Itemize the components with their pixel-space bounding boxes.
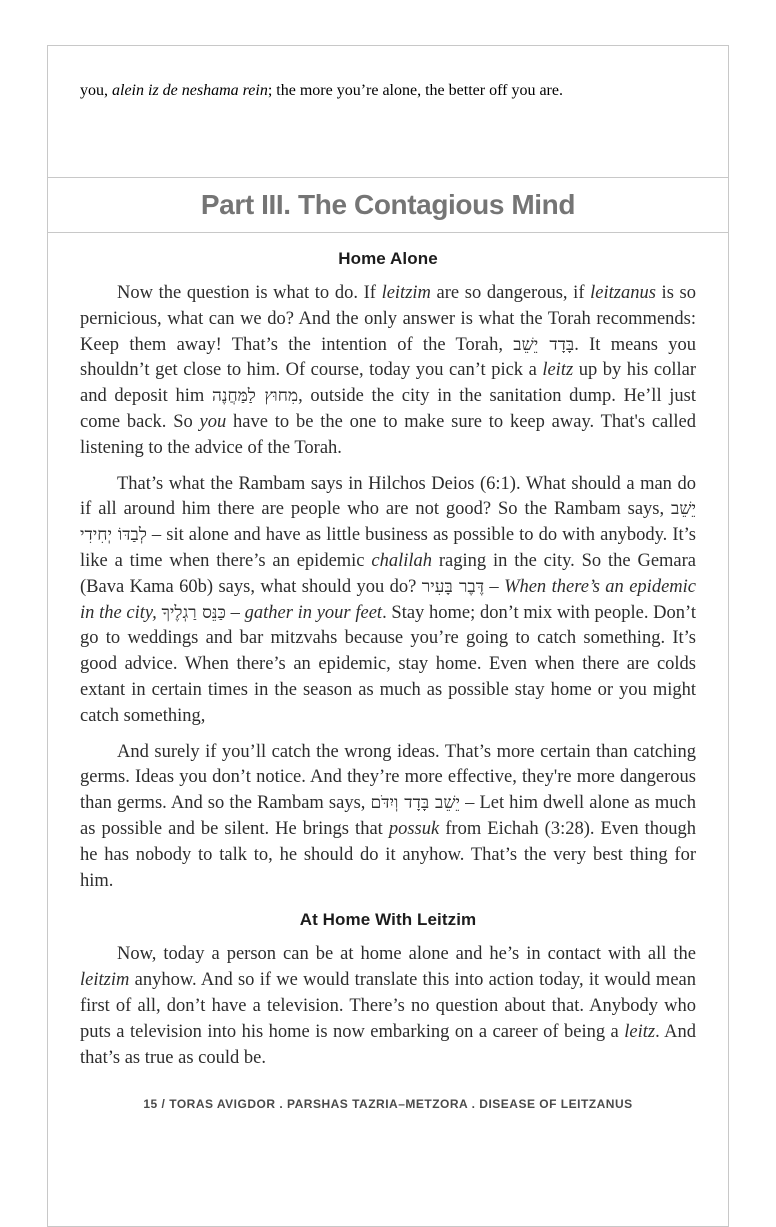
part-title: Part III. The Contagious Mind [200, 189, 576, 220]
paragraph: Now, today a person can be at home alone and he’s in contact with all the leitzim anyhow. And so if we would translate this into action today, it would mean first of all, don’t have a television. There’s no question about that. Anybody who puts a television into his home is now embarking on a career of being a leitz. And that’s as true as could be. [80, 944, 696, 1068]
section-heading-at-home-with-leitzim: At Home With Leitzim [299, 910, 477, 930]
part-header-band [48, 177, 728, 233]
continuation-paragraph: you, alein iz de neshama rein; the more you’re alone, the better off you are. [80, 82, 563, 99]
document-page [47, 45, 729, 1227]
section-heading-home-alone: Home Alone [338, 249, 438, 268]
continuation-section [48, 46, 728, 177]
paragraph: And surely if you’ll catch the wrong ideas. That’s more certain than catching germs. Ideas you don’t notice. And they’re more effective, they're more dangerous than germs. And so the Rambam says, יֵשֵׁב בָּדָד וְיִדֹּם – Let him dwell alone as much as possible and be silent. He brings that possuk from Eichah (3:28). Even though he has nobody to talk to, he should do it anyhow. That’s the very best thing for him. [80, 741, 696, 891]
body-content [48, 249, 728, 1111]
paragraph: That’s what the Rambam says in Hilchos Deios (6:1). What should a man do if all around him there are people who are not good? So the Rambam says, יֵשֵׁב לְבַדּוֹ יְחִידִי – sit alone and have as little business as possible to do with anybody. It’s like a time when there’s an epidemic chalilah raging in the city. So the Gemara (Bava Kama 60b) says, what should you do? דֶּבֶר בָּעִיר – When there’s an epidemic in the city, כַּנֵּס רַגְלֶיךָ – gather in your feet. Stay home; don’t mix with people. Don’t go to weddings and bar mitzvahs because you’re going to catch something. It’s good advice. When there’s an epidemic, stay home. Even when there are colds extant in certain times in the season as much as possible stay home or you might catch something, [80, 473, 696, 726]
paragraph: Now the question is what to do. If leitzim are so dangerous, if leitzanus is so pernicious, what can we do? And the only answer is what the Torah recommends: Keep them away! That’s the intention of the Torah, בָּדָד יֵשֵׁב. It means you shouldn’t get close to him. Of course, today you can’t pick a leitz up by his collar and deposit him מִחוּץ לַמַּחֲנֶה, outside the city in the sanitation dump. He’ll just come back. So you have to be the one to make sure to keep away. That's called listening to the advice of the Torah. [80, 283, 696, 458]
page-footer: 15 / TORAS AVIGDOR . PARSHAS TAZRIA–METZORA . DISEASE OF LEITZANUS [143, 1097, 633, 1112]
